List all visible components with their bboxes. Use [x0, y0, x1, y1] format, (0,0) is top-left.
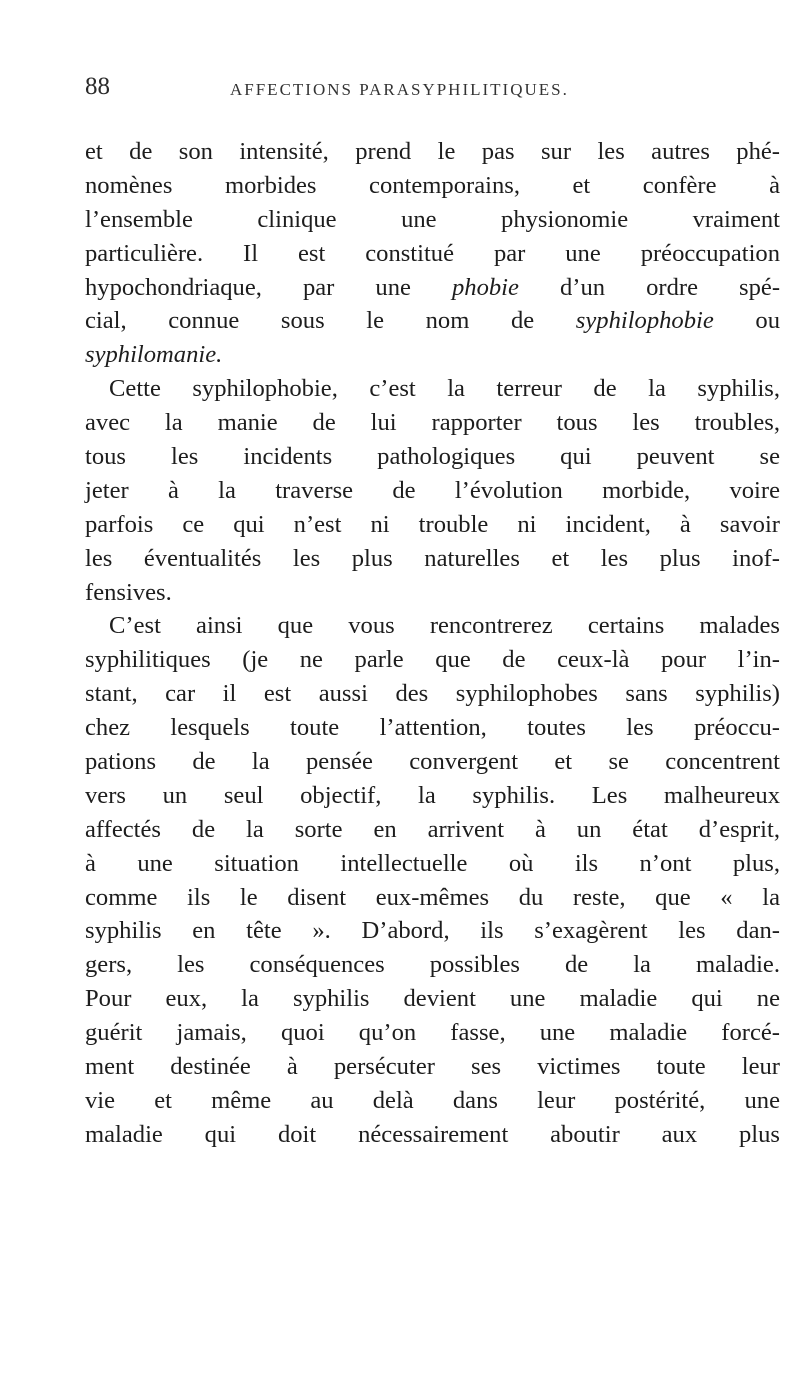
text-line: [85, 338, 780, 372]
body-text: [85, 135, 780, 1152]
text-segment: ou: [713, 307, 780, 335]
paragraph: [85, 135, 780, 372]
paragraph: [85, 609, 780, 1151]
text-line: maladie qui doit nécessairement aboutir aux plus: [85, 1120, 780, 1148]
text-line: gers, les conséquences possibles de la maladie.: [85, 951, 780, 979]
page-number: 88: [85, 73, 110, 100]
text-line: parfois ce qui n’est ni trouble ni incident, à savoir: [85, 510, 780, 538]
text-line: comme ils le disent eux-mêmes du reste, que « la: [85, 883, 780, 911]
text-line: vers un seul objectif, la syphilis. Les malheureux: [85, 781, 780, 809]
text-line: syphilitiques (je ne parle que de ceux-là pour l’in-: [85, 646, 780, 674]
text-line: avec la manie de lui rapporter tous les troubles,: [85, 409, 780, 437]
text-line: chez lesquels toute l’attention, toutes les préoccu-: [85, 714, 780, 742]
text-line: pations de la pensée convergent et se concentrent: [85, 748, 780, 776]
text-line: Pour eux, la syphilis devient une maladie qui ne: [85, 985, 780, 1013]
text-line: les éventualités les plus naturelles et les plus inof-: [85, 544, 780, 572]
text-line: à une situation intellectuelle où ils n’ont plus,: [85, 849, 780, 877]
text-line: [85, 304, 780, 338]
text-line: tous les incidents pathologiques qui peuvent se: [85, 443, 780, 471]
text-line: l’ensemble clinique une physionomie vraiment: [85, 205, 780, 233]
italic-term: phobie: [451, 273, 519, 301]
text-line: particulière. Il est constitué par une préoccupation: [85, 239, 780, 267]
text-line: [85, 271, 780, 305]
text-line: vie et même au delà dans leur postérité, une: [85, 1086, 780, 1114]
text-line: et de son intensité, prend le pas sur les autres phé-: [85, 138, 780, 165]
text-line: syphilis en tête ». D’abord, ils s’exagèrent les dan-: [85, 917, 780, 945]
text-line: stant, car il est aussi des syphilophobes sans syphilis): [85, 680, 780, 708]
text-segment: cial, connue sous le nom de: [85, 307, 576, 335]
italic-term: syphilomanie.: [85, 341, 223, 369]
italic-term: syphilophobie: [575, 307, 714, 335]
text-line: jeter à la traverse de l’évolution morbide, voire: [85, 476, 780, 504]
text-segment: d’un ordre spé-: [518, 273, 781, 301]
text-line: nomènes morbides contemporains, et confère à: [85, 171, 780, 199]
text-line: ment destinée à persécuter ses victimes toute leur: [85, 1053, 780, 1081]
text-segment: hypochondriaque, par une: [85, 273, 452, 301]
text-line: Cette syphilophobie, c’est la terreur de la syphilis,: [109, 375, 780, 403]
paragraph: [85, 372, 780, 609]
text-line: fensives.: [85, 578, 172, 606]
text-line: affectés de la sorte en arrivent à un état d’esprit,: [85, 815, 780, 843]
running-title: AFFECTIONS PARASYPHILITIQUES.: [230, 80, 569, 99]
text-line: C’est ainsi que vous rencontrerez certains malades: [109, 612, 780, 640]
text-line: guérit jamais, quoi qu’on fasse, une maladie forcé-: [85, 1019, 780, 1047]
